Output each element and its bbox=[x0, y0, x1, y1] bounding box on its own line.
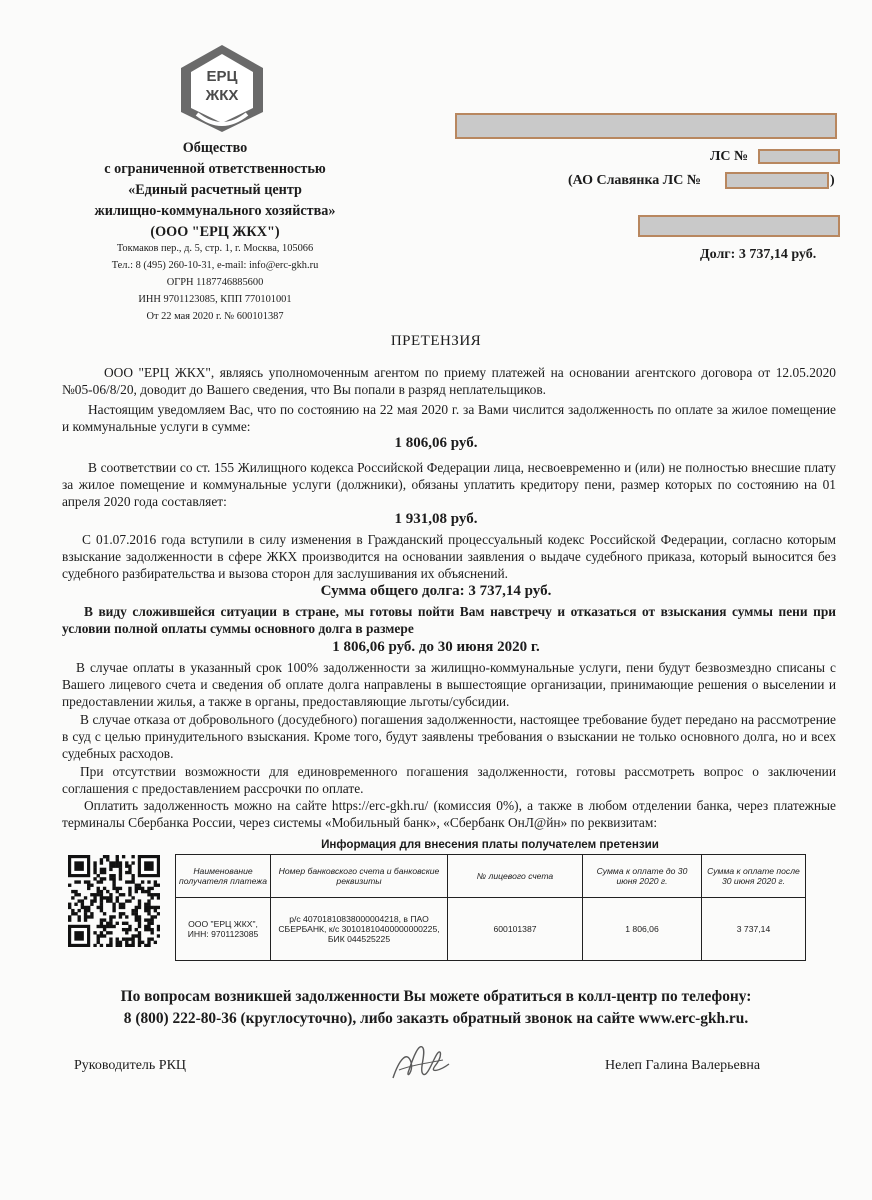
header-amount-before: Сумма к оплате до 30 июня 2020 г. bbox=[583, 855, 702, 898]
contact-line-2: 8 (800) 222-80-36 (круглосуточно), либо заказть обратный звонок на сайте www.erc-gkh.ru. bbox=[123, 1010, 749, 1027]
contact-line-1: По вопросам возникшей задолженности Вы можете обратиться в колл-центр по телефону: bbox=[120, 988, 752, 1005]
ls2-suffix: ) bbox=[830, 173, 835, 188]
paragraph-offer: В виду сложившейся ситуации в стране, мы готовы пойти Вам навстречу и отказаться от взыскания суммы пени при условии полной оплаты суммы основного долга в размере bbox=[62, 604, 836, 636]
signatory-name: Нелеп Галина Валерьевна bbox=[605, 1058, 761, 1073]
table-row bbox=[176, 898, 806, 961]
amount-offer: 1 806,06 руб. до 30 июня 2020 г. bbox=[332, 639, 540, 655]
org-details bbox=[65, 240, 365, 325]
header-bank-details: Номер банковского счета и банковские реквизиты bbox=[271, 855, 448, 898]
org-name-line-2: с ограниченной ответственностью bbox=[104, 161, 326, 177]
paragraph-court: С 01.07.2016 года вступили в силу изменения в Гражданский процессуальный кодекс Российской Федерации, согласно которым взыскание задолженности в сфере ЖКХ производится на основании заявления о выдаче судебного приказа, который выносится без судебного разбирательства и вызова сторон для заслушивания их объяснений. bbox=[62, 532, 836, 581]
ls2-prefix: (АО Славянка ЛС № bbox=[568, 173, 701, 188]
redacted-addressee-name bbox=[455, 113, 837, 139]
cell-amount-after: 3 737,14 bbox=[702, 898, 806, 961]
header-amount-after: Сумма к оплате после 30 июня 2020 г. bbox=[702, 855, 806, 898]
paragraph-payment-methods: Оплатить задолженность можно на сайте https://erc-gkh.ru/ (комиссия 0%), а также в любом отделении банка, через платежные терминалы Сбербанка России, через системы «Мобильный банк», «Сбербанк ОнЛ@йн» по реквизитам: bbox=[62, 798, 836, 830]
cell-amount-before: 1 806,06 bbox=[583, 898, 702, 961]
ls-label: ЛС № bbox=[710, 149, 749, 164]
org-name-line-5: (ООО "ЕРЦ ЖКХ") bbox=[150, 224, 280, 240]
paragraph-penalty: В соответствии со ст. 155 Жилищного кодекса Российской Федерации лица, несвоевременно и (или) не полностью внесшие плату за жилое помещение и коммунальные услуги (должники), обязаны уплатить кредитору пени, размер которых по состоянию на 01 апреля 2020 года составляет: bbox=[62, 460, 836, 509]
header-recipient: Наименование получателя платежа bbox=[176, 855, 271, 898]
logo-text-1: ЕРЦ bbox=[206, 68, 238, 85]
cell-bank-details: р/с 40701810838000004218, в ПАО СБЕРБАНК, к/с 30101810400000000225, БИК 044525225 bbox=[271, 898, 448, 961]
payment-table-header bbox=[176, 855, 806, 898]
paragraph-debt-notice: Настоящим уведомляем Вас, что по состоянию на 22 мая 2020 г. за Вами числится задолженность по оплате за жилое помещение и коммунальные услуги в сумме: bbox=[62, 402, 836, 434]
paragraph-refusal: В случае отказа от добровольного (досудебного) погашения задолженности, настоящее требование будет передано на рассмотрение в суд с целью принудительного взыскания. Кроме того, будут заявлены требования о взыскании не только основного долга, но и всех судебных расходов. bbox=[62, 712, 836, 761]
amount-penalty: 1 931,08 руб. bbox=[394, 511, 478, 527]
org-address: Токмаков пер., д. 5, стр. 1, г. Москва, 105066 bbox=[116, 243, 314, 254]
total-debt: Сумма общего долга: 3 737,14 руб. bbox=[320, 583, 552, 599]
paragraph-write-off: В случае оплаты в указанный срок 100% задолженности за жилищно-коммунальные услуги, пени будут безвозмездно списаны с Вашего лицевого счета и сведения об оплате долга направлены в вышестоящие организации, принимающие решения о выселении и предоставлении жилья, а также в органы, предоставляющие льготы/субсидии. bbox=[62, 660, 836, 709]
cell-recipient: ООО "ЕРЦ ЖКХ", ИНН: 9701123085 bbox=[176, 898, 271, 961]
logo-text-2: ЖКХ bbox=[205, 87, 239, 104]
signatory-position: Руководитель РКЦ bbox=[74, 1058, 187, 1073]
payment-table-caption: Информация для внесения платы получателем претензии bbox=[321, 838, 659, 851]
org-name-line-1: Общество bbox=[182, 140, 248, 156]
payment-table bbox=[175, 854, 806, 961]
org-name-line-4: жилищно-коммунального хозяйства» bbox=[94, 203, 336, 219]
header-account-number: № лицевого счета bbox=[448, 855, 583, 898]
org-name-line-3: «Единый расчетный центр bbox=[128, 182, 302, 198]
paragraph-agent: ООО "ЕРЦ ЖКХ", являясь уполномоченным агентом по приему платежей на основании агентского договора от 12.05.2020 №05-06/8/20, доводит до Вашего сведения, что Вы попали в разряд неплательщиков. bbox=[62, 365, 836, 397]
org-ogrn: ОГРН 1187746885600 bbox=[166, 277, 264, 288]
amount-main-debt: 1 806,06 руб. bbox=[394, 435, 478, 451]
handwritten-signature bbox=[385, 1030, 455, 1092]
paragraph-installment: При отсутствии возможности для единовременного погашения задолженности, готовы рассмотреть вопрос о заключении соглашения с предоставлением рассрочки по оплате. bbox=[62, 764, 836, 796]
debt-amount: Долг: 3 737,14 руб. bbox=[700, 247, 817, 262]
letter-date-number: От 22 мая 2020 г. № 600101387 bbox=[146, 311, 284, 322]
org-inn-kpp: ИНН 9701123085, КПП 770101001 bbox=[138, 294, 292, 305]
qr-code bbox=[68, 855, 160, 947]
company-logo bbox=[175, 42, 269, 134]
redacted-address bbox=[638, 215, 840, 237]
redacted-ls-number bbox=[758, 149, 840, 164]
qr-code-image bbox=[68, 855, 160, 947]
cell-account-number: 600101387 bbox=[448, 898, 583, 961]
org-name bbox=[40, 138, 390, 243]
redacted-ls2-number bbox=[725, 172, 829, 189]
document-title: ПРЕТЕНЗИЯ bbox=[390, 333, 482, 349]
org-contacts: Тел.: 8 (495) 260-10-31, e-mail: info@erc-gkh.ru bbox=[111, 260, 319, 271]
